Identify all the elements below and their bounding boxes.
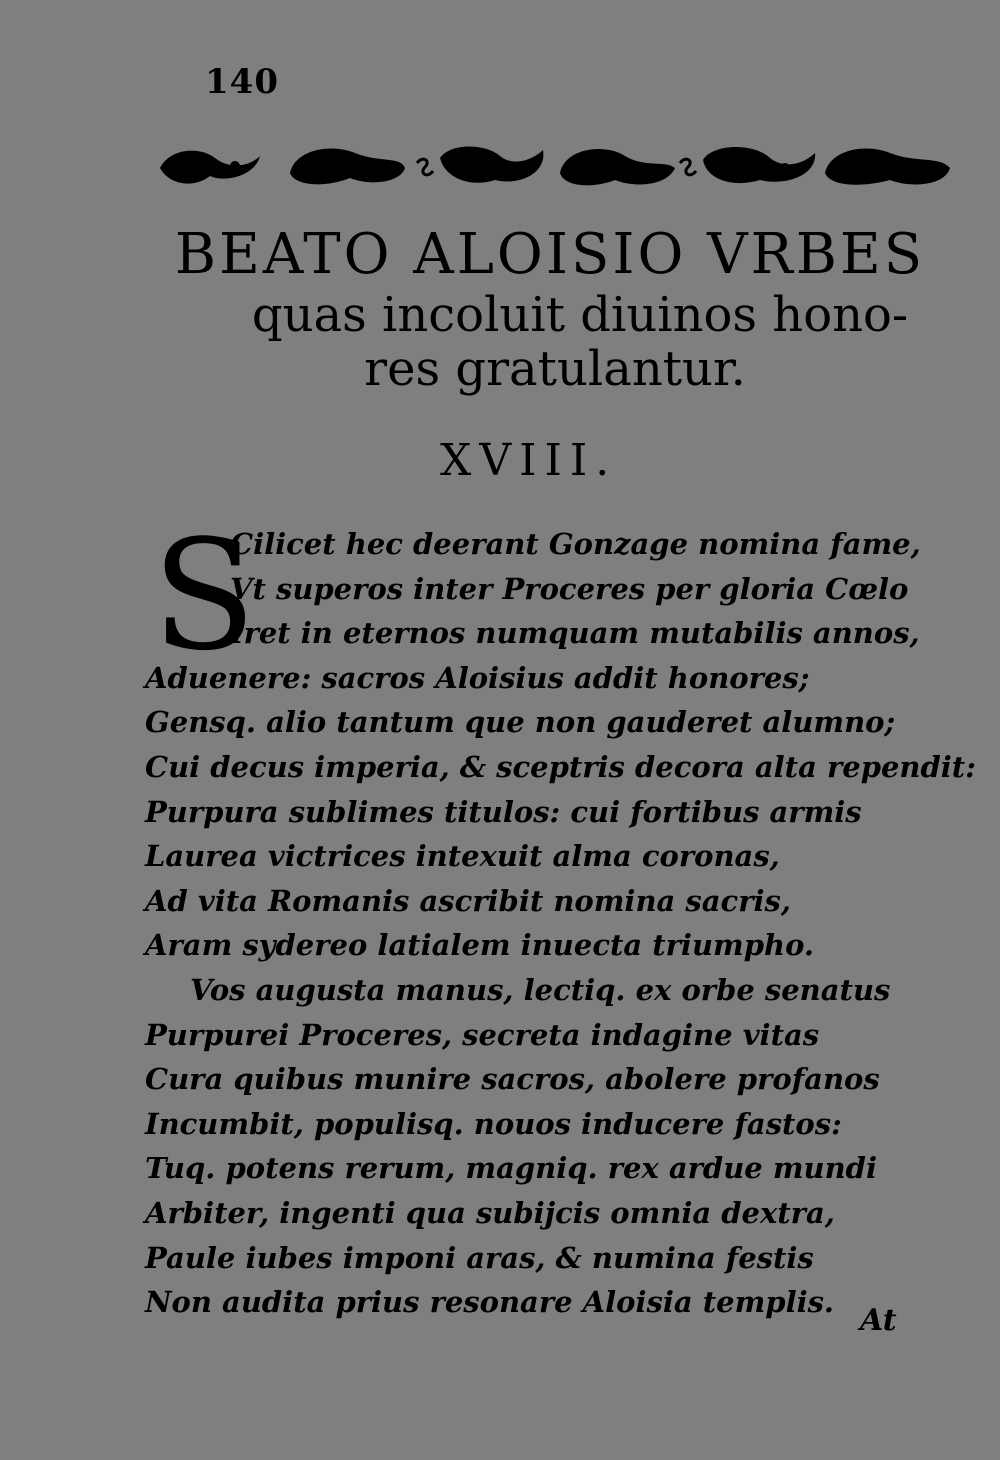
poem-line: Non audita prius resonare Aloisia templis. (145, 1285, 835, 1320)
poem-text (145, 507, 976, 1325)
poem-line: Aram sydereo latialem inuecta triumpho. (145, 928, 815, 963)
drop-cap: S (152, 507, 257, 684)
poem-line: Purpura sublimes titulos: cui fortibus armis (145, 794, 862, 829)
poem-line: Paule iubes imponi aras, & numina festis (145, 1240, 814, 1275)
subtitle-line: quas incoluit diuinos hono- (251, 287, 909, 343)
poem-line: Cura quibus munire sacros, abolere profanos (145, 1062, 880, 1097)
poem-line: Ad vita Romanis ascribit nomina sacris, (145, 883, 791, 918)
decorative-headpiece-icon (155, 138, 955, 193)
poem-line: Tuq. potens rerum, magniq. rex ardue mundi (145, 1151, 877, 1186)
poem-line: Cui decus imperia, & sceptris decora alta rependit: (145, 749, 976, 784)
poem-line: Incumbit, populisq. nouos inducere fastos: (145, 1106, 842, 1141)
title-line: BEATO ALOISIO VRBES (174, 222, 926, 287)
poem-line: Laurea victrices intexuit alma coronas, (145, 839, 780, 874)
page-number: 140 (205, 62, 279, 102)
poem-line: Cilicet hec deerant Gonzage nomina fame, (230, 527, 921, 561)
poem-line: Iret in eternos numquam mutabilis annos, (230, 616, 920, 651)
title-block (140, 222, 960, 396)
poem-number: XVIII. (440, 435, 618, 486)
poem-line: Gensq. alio tantum que non gauderet alumno; (145, 705, 896, 740)
poem-line: Purpurei Proceres, secreta indagine vitas (145, 1017, 820, 1052)
poem-line: Vt superos inter Proceres per gloria Cœlo (230, 571, 909, 606)
subtitle-line: res gratulantur. (364, 341, 746, 397)
poem-line: Arbiter, ingenti qua subijcis omnia dextra, (145, 1195, 835, 1230)
poem-line: Aduenere: sacros Aloisius addit honores; (145, 660, 810, 695)
poem-line: Vos augusta manus, lectiq. ex orbe senatus (190, 972, 891, 1007)
catchword: At (860, 1303, 897, 1338)
